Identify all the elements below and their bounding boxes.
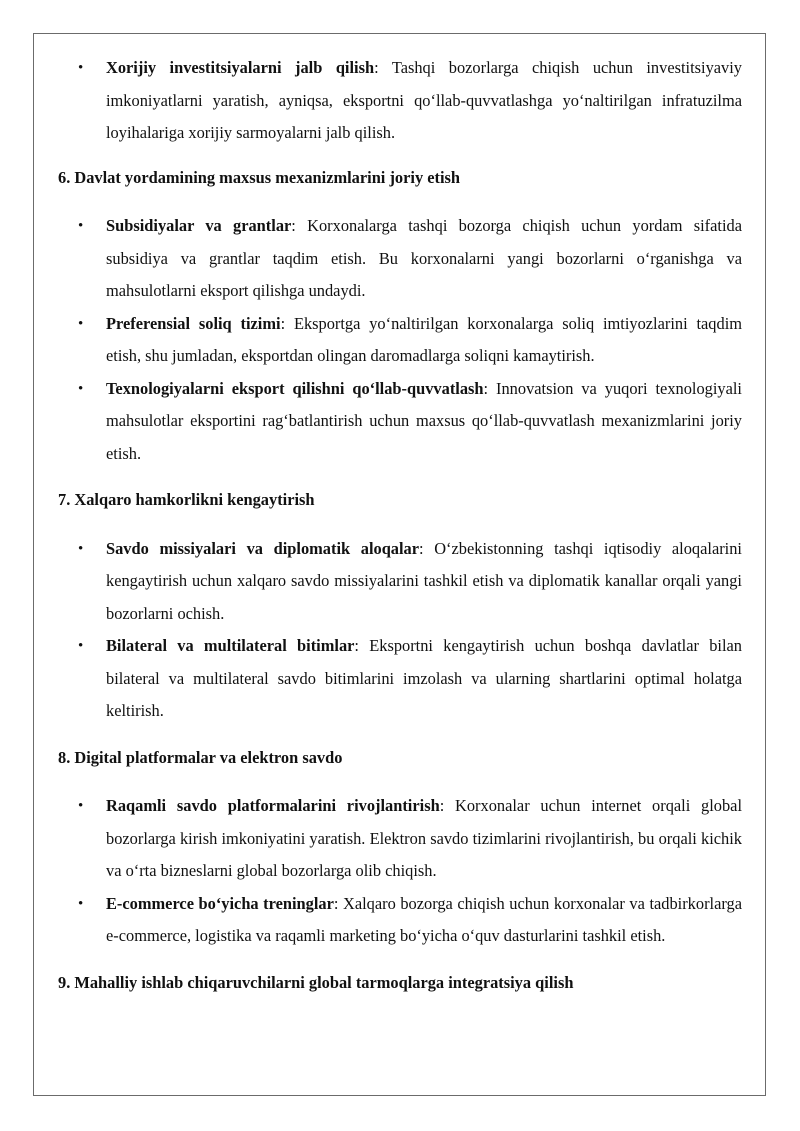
document-body <box>58 52 742 999</box>
item-term: E-commerce bo‘yicha treninglar <box>106 893 334 913</box>
item-term: Texnologiyalarni eksport qilishni qo‘llab-quvvatlash <box>106 378 484 398</box>
item-text: : O‘zbekistonning tashqi iqtisodiy aloqalarini kengaytirish uchun xalqaro savdo missiyalarini tashkil etish va diplomatik kanallar orqali yangi bozorlarni ochish. <box>106 538 742 623</box>
item-text: : Korxonalarga tashqi bozorga chiqish uchun yordam sifatida subsidiya va grantlar taqdim etish. Bu korxonalarni yangi bozorlarni o‘rganishga va mahsulotlarni eksport qilishga undaydi. <box>106 216 742 300</box>
list-item <box>58 52 742 150</box>
bullet-list-section-7 <box>58 533 742 728</box>
list-item <box>58 630 742 728</box>
list-item <box>58 373 742 471</box>
bullet-list-intro <box>58 52 742 150</box>
section-heading-9: 9. Mahalliy ishlab chiqaruvchilarni global tarmoqlarga integratsiya qilish <box>58 972 574 992</box>
item-text: : Eksportga yo‘naltirilgan korxonalarga soliq imtiyozlarini taqdim etish, shu jumladan, eksportdan olingan daromadlarga soliqni kamaytirish. <box>106 313 742 365</box>
list-item <box>58 210 742 308</box>
list-item <box>58 308 742 373</box>
item-text: : Innovatsion va yuqori texnologiyali mahsulotlar eksportini rag‘batlantirish uchun maxsus qo‘llab-quvvatlash mexanizmlarini joriy etish. <box>106 378 742 463</box>
list-item <box>58 790 742 888</box>
section-heading-6: 6. Davlat yordamining maxsus mexanizmlarini joriy etish <box>58 167 461 187</box>
item-term: Bilateral va multilateral bitimlar <box>106 636 355 655</box>
bullet-list-section-8 <box>58 790 742 953</box>
section-heading-8: 8. Digital platformalar va elektron savdo <box>58 747 343 767</box>
section-heading-7: 7. Xalqaro hamkorlikni kengaytirish <box>58 490 315 509</box>
item-term: Subsidiyalar va grantlar <box>106 216 292 235</box>
bullet-list-section-6 <box>58 210 742 470</box>
list-item <box>58 533 742 631</box>
item-term: Raqamli savdo platformalarini rivojlantirish <box>106 796 440 815</box>
item-term: Preferensial soliq tizimi <box>106 313 281 333</box>
item-text: : Eksportni kengaytirish uchun boshqa davlatlar bilan bilateral va multilateral savdo bitimlarini imzolash va ularning shartlarini optimal holatga keltirish. <box>106 636 742 720</box>
list-item <box>58 888 742 953</box>
item-text: : Tashqi bozorlarga chiqish uchun investitsiyaviy imkoniyatlarni yaratish, ayniqsa, eksportni qo‘llab-quvvatlashga yo‘naltirilgan infratuzilma loyihalariga xorijiy sarmoyalarni jalb qilish. <box>106 58 742 142</box>
item-text: : Xalqaro bozorga chiqish uchun korxonalar va tadbirkorlarga e-commerce, logistika va raqamli marketing bo‘yicha o‘quv dasturlarini tashkil etish. <box>106 893 742 945</box>
item-text: : Korxonalar uchun internet orqali global bozorlarga kirish imkoniyatini yaratish. Elektron savdo tizimlarini rivojlantirish, bu orqali kichik va o‘rta bizneslarni global bozorlarga olib chiqish. <box>106 796 743 880</box>
item-term: Savdo missiyalari va diplomatik aloqalar <box>106 538 420 558</box>
item-term: Xorijiy investitsiyalarni jalb qilish <box>106 58 375 77</box>
